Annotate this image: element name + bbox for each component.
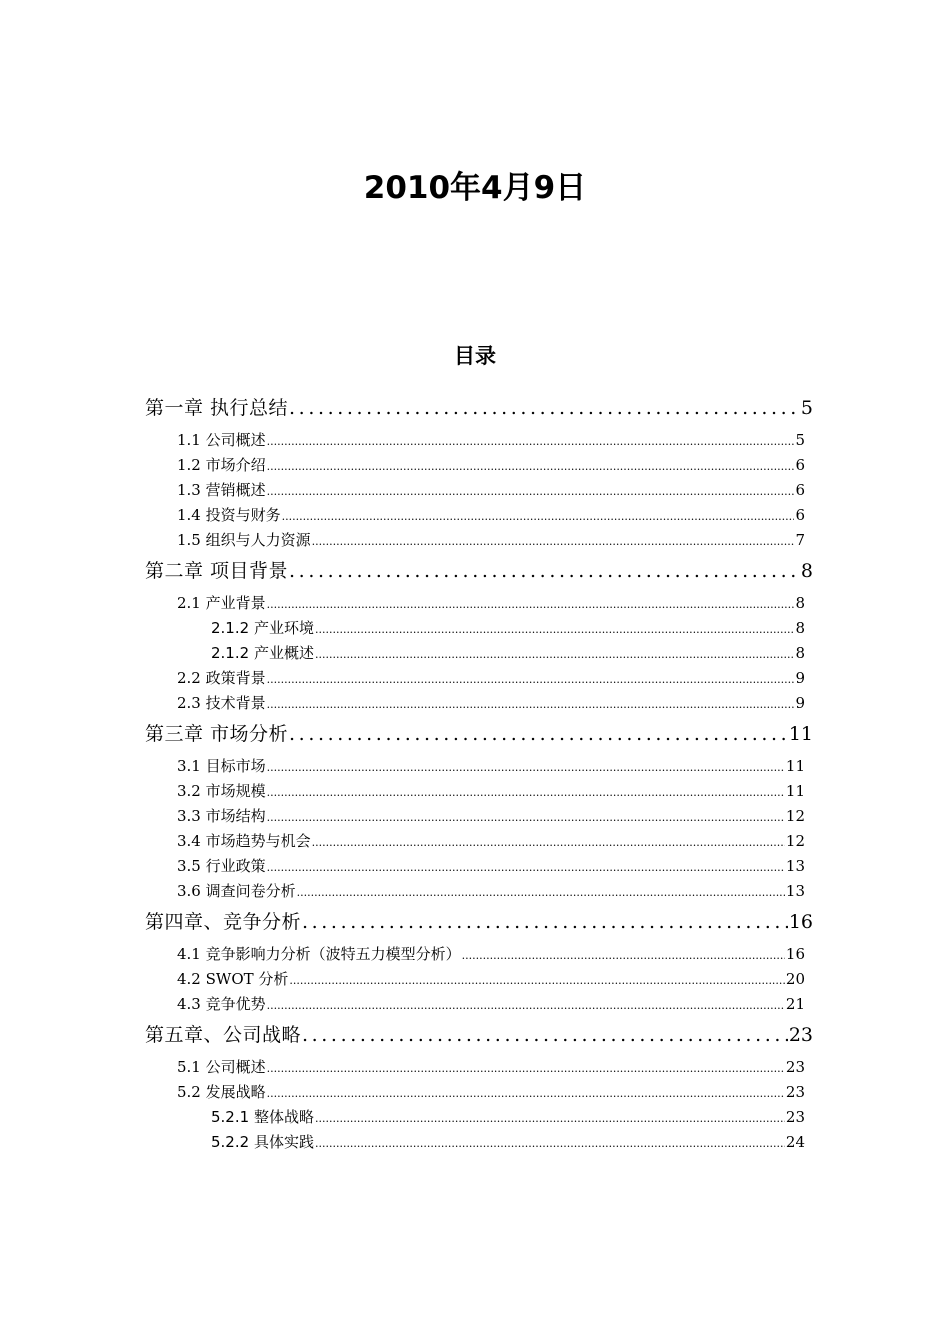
toc-section-number: 4.2 [177,970,201,988]
toc-leader-dots [267,855,785,880]
toc-page-number: 23 [785,1058,805,1076]
toc-leader-dots [302,906,788,938]
toc-page-number: 12 [785,807,805,825]
toc-leader-dots [315,1131,785,1156]
toc-section-number: 4.3 [177,995,201,1013]
toc-section-title: 技术背景 [205,694,266,712]
toc-page-number: 6 [795,456,805,474]
toc-leader-dots [315,1106,785,1131]
toc-section-title: 产业背景 [205,594,266,612]
toc-leader-dots [267,780,785,805]
toc-section-number: 2.1.2 [211,644,250,662]
toc-section-number: 1.4 [177,506,201,524]
toc-page-number: 5 [795,431,805,449]
toc-page-number: 23 [785,1083,805,1101]
toc-section-4-2[interactable] [145,967,805,992]
toc-section-title: 市场规模 [205,782,266,800]
toc-page-number: 24 [785,1133,805,1151]
toc-chapter-5[interactable] [145,1019,813,1051]
toc-leader-dots [312,529,795,554]
toc-section-title: 具体实践 [253,1133,314,1151]
toc-section-number: 3.4 [177,832,201,850]
toc-section-number: 4.1 [177,945,201,963]
toc-section-number: 5.2 [177,1083,201,1101]
toc-section-number: 1.1 [177,431,201,449]
toc-leader-dots [282,504,795,529]
toc-chapter-4[interactable] [145,906,813,938]
toc-section-4-1[interactable] [145,942,805,967]
toc-chapter-label: 第五章、公司战略 [145,1024,302,1046]
toc-page-number: 16 [785,945,805,963]
toc-section-number: 2.1.2 [211,619,250,637]
toc-section-title: 竞争优势 [205,995,266,1013]
toc-section-title: 市场结构 [205,807,266,825]
toc-section-title: 政策背景 [205,669,266,687]
toc-section-number: 3.6 [177,882,201,900]
toc-leader-dots [267,429,795,454]
toc-leader-dots [289,968,785,993]
toc-title: 目录 [454,344,496,368]
toc-section-3-1[interactable] [145,754,805,779]
toc-section-title: 产业概述 [253,644,314,662]
toc-section-1-3[interactable] [145,478,805,503]
toc-section-title: 公司概述 [205,431,266,449]
toc-chapter-1[interactable] [145,392,813,424]
toc-section-1-4[interactable] [145,503,805,528]
toc-section-number: 1.2 [177,456,201,474]
toc-leader-dots [267,667,795,692]
toc-leader-dots [462,943,785,968]
toc-leader-dots [267,993,785,1018]
toc-page-number: 6 [795,481,805,499]
toc-section-2-1[interactable] [145,591,805,616]
toc-page-number: 8 [795,594,805,612]
toc-subsection-2-1-2a[interactable] [145,616,805,641]
toc-chapter-label: 第四章、竞争分析 [145,911,302,933]
toc-section-title: 公司概述 [205,1058,266,1076]
toc-section-2-3[interactable] [145,691,805,716]
toc-section-3-5[interactable] [145,854,805,879]
toc-section-3-3[interactable] [145,804,805,829]
document-date: 2010年4月9日 [363,170,587,206]
toc-page-number: 23 [785,1108,805,1126]
toc-leader-dots [315,617,794,642]
toc-section-title: 目标市场 [205,757,266,775]
toc-leader-dots [289,392,800,424]
toc-section-number: 1.5 [177,531,201,549]
toc-subsection-5-2-1[interactable] [145,1105,805,1130]
toc-subsection-2-1-2b[interactable] [145,641,805,666]
toc-page-number: 12 [785,832,805,850]
toc-section-number: 2.2 [177,669,201,687]
toc-page-number: 21 [785,995,805,1013]
toc-leader-dots [267,1081,785,1106]
toc-section-number: 1.3 [177,481,201,499]
toc-section-number: 5.2.1 [211,1108,250,1126]
toc-section-title: 发展战略 [205,1083,266,1101]
toc-section-title: 调查问卷分析 [205,882,296,900]
toc-section-title: 组织与人力资源 [205,531,311,549]
toc-section-number: 2.1 [177,594,201,612]
toc-section-1-1[interactable] [145,428,805,453]
toc-leader-dots [267,454,795,479]
toc-section-number: 3.2 [177,782,201,800]
toc-leader-dots [289,718,788,750]
toc-section-number: 5.1 [177,1058,201,1076]
toc-page-number: 16 [788,911,813,933]
toc-page-number: 5 [800,397,813,419]
toc-leader-dots [315,642,794,667]
toc-section-1-2[interactable] [145,453,805,478]
toc-section-title: 市场介绍 [205,456,266,474]
toc-page-number: 6 [795,506,805,524]
toc-section-title: SWOT 分析 [205,970,289,988]
toc-page-number: 8 [800,560,813,582]
table-of-contents [145,390,813,1155]
toc-leader-dots [297,880,785,905]
toc-section-number: 3.1 [177,757,201,775]
toc-leader-dots [267,479,795,504]
toc-page-number: 20 [785,970,805,988]
toc-section-number: 2.3 [177,694,201,712]
toc-section-5-2[interactable] [145,1080,805,1105]
toc-section-3-4[interactable] [145,829,805,854]
toc-section-title: 市场趋势与机会 [205,832,311,850]
toc-section-title: 竞争影响力分析（波特五力模型分析） [205,945,461,963]
toc-section-number: 5.2.2 [211,1133,250,1151]
toc-leader-dots [312,830,785,855]
toc-leader-dots [289,555,800,587]
toc-leader-dots [267,755,785,780]
toc-page-number: 9 [795,669,805,687]
toc-page-number: 11 [785,782,805,800]
toc-page-number: 11 [785,757,805,775]
toc-page-number: 8 [795,644,805,662]
toc-chapter-label: 第一章 执行总结 [145,397,289,419]
toc-section-4-3[interactable] [145,992,805,1017]
toc-section-3-2[interactable] [145,779,805,804]
toc-chapter-label: 第二章 项目背景 [145,560,289,582]
toc-chapter-2[interactable] [145,555,813,587]
toc-leader-dots [267,805,785,830]
toc-chapter-label: 第三章 市场分析 [145,723,289,745]
toc-leader-dots [302,1019,788,1051]
toc-page-number: 23 [788,1024,813,1046]
toc-chapter-3[interactable] [145,718,813,750]
toc-section-5-1[interactable] [145,1055,805,1080]
toc-section-title: 投资与财务 [205,506,281,524]
toc-leader-dots [267,692,795,717]
toc-subsection-5-2-2[interactable] [145,1130,805,1155]
toc-page-number: 8 [795,619,805,637]
toc-section-number: 3.5 [177,857,201,875]
toc-leader-dots [267,1056,785,1081]
toc-section-3-6[interactable] [145,879,805,904]
toc-section-1-5[interactable] [145,528,805,553]
toc-page-number: 9 [795,694,805,712]
toc-page-number: 11 [788,723,813,745]
toc-section-title: 产业环境 [253,619,314,637]
toc-page-number: 13 [785,882,805,900]
toc-section-title: 行业政策 [205,857,266,875]
toc-section-title: 整体战略 [253,1108,314,1126]
toc-leader-dots [267,592,795,617]
toc-section-number: 3.3 [177,807,201,825]
toc-section-2-2[interactable] [145,666,805,691]
toc-section-title: 营销概述 [205,481,266,499]
toc-page-number: 7 [795,531,805,549]
toc-page-number: 13 [785,857,805,875]
